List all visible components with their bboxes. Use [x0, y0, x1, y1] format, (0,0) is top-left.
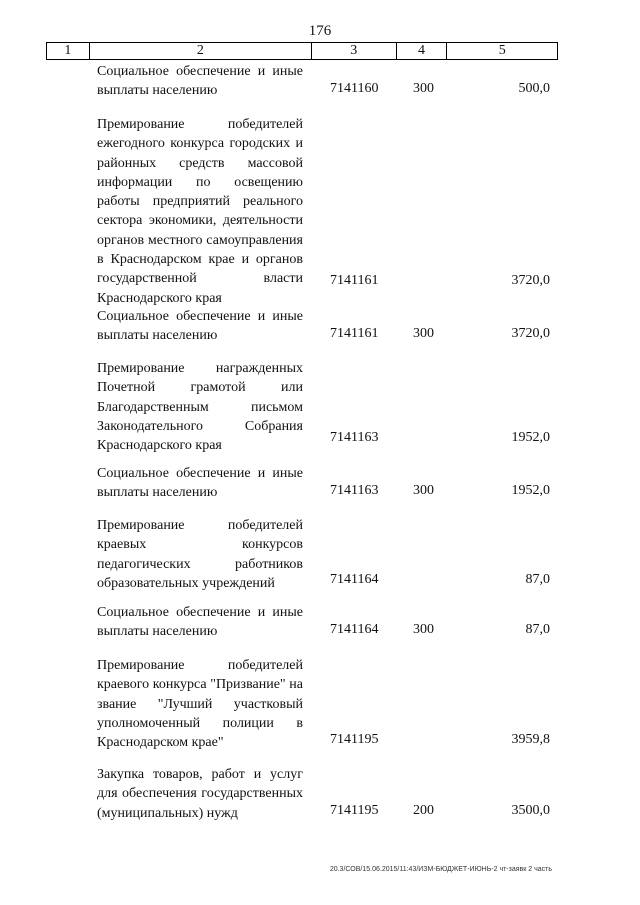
row-description: Премирование награжденных Почетной грамотой или Благодарственным письмом Законодательного Собрания Краснодарского края [97, 361, 303, 454]
row-amount: 1952,0 [511, 483, 550, 498]
row-amount: 3720,0 [511, 326, 550, 341]
row-description: Социальное обеспечение и иные выплаты населению [97, 64, 303, 99]
header-col-2: 2 [90, 43, 312, 59]
row-description: Премирование победителей ежегодного конкурса городских и районных средств массовой информации по освещению работы предприятий реального сектора экономики, деятельности органов местного самоуправления в Краснодарском крае и органов государственной власти Краснодарского края [97, 117, 303, 306]
row-kind: 300 [413, 81, 434, 96]
row-amount: 3720,0 [511, 273, 550, 288]
header-col-3: 3 [312, 43, 397, 59]
row-kind: 200 [413, 803, 434, 818]
row-code: 7141163 [330, 430, 379, 445]
row-description: Премирование победителей краевого конкурса "Призвание" на звание "Лучший участковый уполномоченный полиции в Краснодарском крае" [97, 658, 303, 751]
row-amount: 500,0 [518, 81, 550, 96]
page-number: 176 [308, 23, 332, 39]
row-description: Социальное обеспечение и иные выплаты населению [97, 309, 303, 344]
row-amount: 3959,8 [511, 732, 550, 747]
header-col-5: 5 [498, 43, 506, 58]
row-amount: 1952,0 [511, 430, 550, 445]
row-description: Социальное обеспечение и иные выплаты населению [97, 605, 303, 640]
row-description: Социальное обеспечение и иные выплаты населению [97, 466, 303, 501]
header-col-1: 1 [47, 43, 90, 59]
row-amount: 87,0 [525, 572, 550, 587]
row-code: 7141164 [330, 572, 379, 587]
row-code: 7141161 [330, 273, 379, 288]
row-description: Закупка товаров, работ и услуг для обеспечения государственных (муниципальных) нужд [97, 767, 303, 821]
row-code: 7141195 [330, 732, 379, 747]
row-code: 7141164 [330, 622, 379, 637]
row-code: 7141163 [330, 483, 379, 498]
document-footer: 20.3/СОВ/15.06.2015/11:43/ИЗМ-БЮДЖЕТ-ИЮНЬ-2 чт-заявк 2 часть [329, 866, 552, 873]
row-code: 7141160 [330, 81, 379, 96]
row-amount: 87,0 [525, 622, 550, 637]
row-kind: 300 [413, 326, 434, 341]
row-amount: 3500,0 [511, 803, 550, 818]
row-kind: 300 [413, 622, 434, 637]
table-header [46, 42, 558, 60]
header-col-4: 4 [397, 43, 448, 59]
row-code: 7141161 [330, 326, 379, 341]
row-code: 7141195 [330, 803, 379, 818]
row-description: Премирование победителей краевых конкурсов педагогических работников образовательных учреждений [97, 518, 303, 591]
row-kind: 300 [413, 483, 434, 498]
